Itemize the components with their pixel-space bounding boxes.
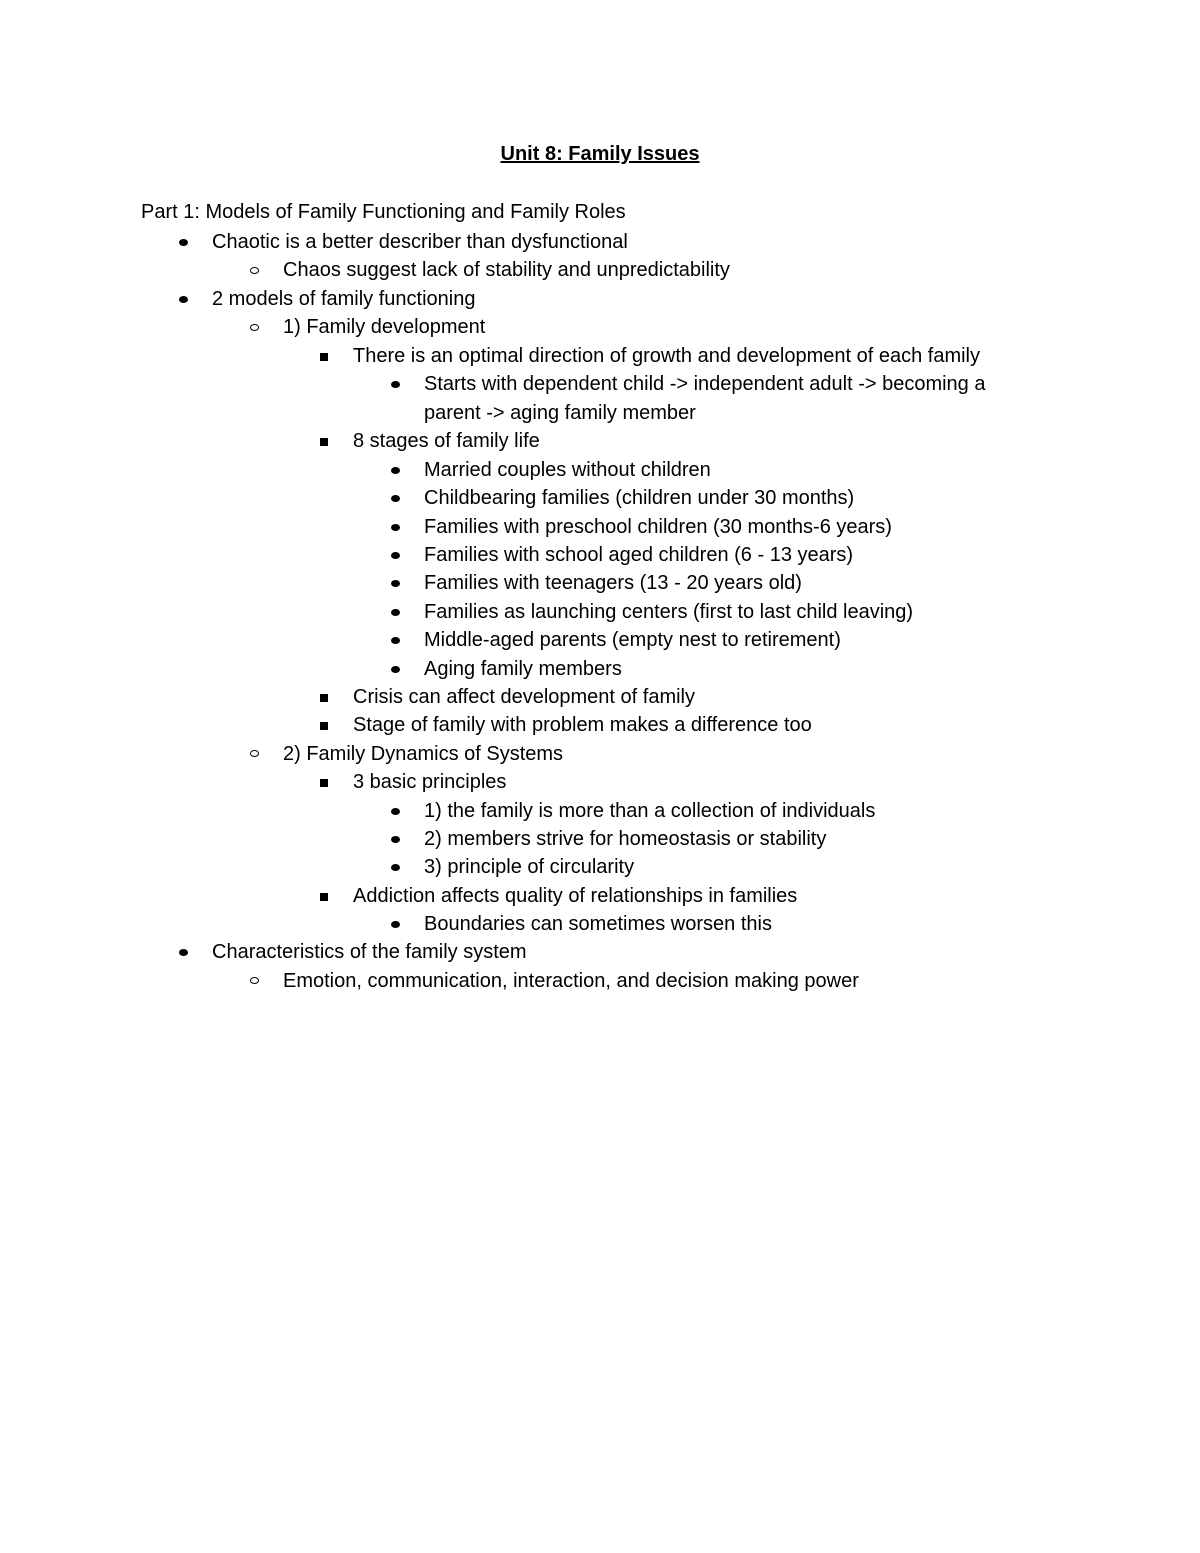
- outline-item-level-4: [0, 910, 1200, 938]
- outline-item-text: Families with teenagers (13 - 20 years old): [424, 572, 802, 595]
- outline-item-level-4: [0, 513, 1200, 541]
- outline-item-text: 3) principle of circularity: [424, 856, 635, 879]
- disc-bullet-icon: [391, 524, 400, 531]
- outline-item-level-4: [0, 797, 1200, 825]
- disc-bullet-icon: [391, 467, 400, 474]
- outline-item-level-1: [0, 228, 1200, 256]
- disc-bullet-icon: [391, 836, 400, 843]
- outline-list: [0, 228, 1200, 995]
- disc-bullet-icon: [391, 552, 400, 559]
- outline-item-level-4: [0, 626, 1200, 654]
- disc-bullet-icon: [179, 296, 188, 303]
- disc-bullet-icon: [179, 949, 188, 956]
- outline-item-level-3: [0, 882, 1200, 910]
- outline-item-text: There is an optimal direction of growth and development of each family: [353, 344, 981, 367]
- outline-item-level-2: [0, 967, 1200, 995]
- outline-item-text: Chaos suggest lack of stability and unpredictability: [283, 259, 730, 282]
- square-bullet-icon: [320, 353, 328, 361]
- outline-item-text: 1) the family is more than a collection of individuals: [424, 799, 876, 822]
- outline-item-text: 8 stages of family life: [353, 430, 540, 453]
- outline-item-level-2: [0, 313, 1200, 341]
- outline-item-text: Boundaries can sometimes worsen this: [424, 913, 772, 936]
- outline-item-level-4: [0, 456, 1200, 484]
- outline-item-text: Aging family members: [424, 657, 622, 680]
- outline-item-text: Crisis can affect development of family: [353, 685, 696, 708]
- outline-item-level-2: [0, 740, 1200, 768]
- disc-bullet-icon: [391, 808, 400, 815]
- outline-item-level-4: [0, 598, 1200, 626]
- outline-item-level-4: [0, 655, 1200, 683]
- outline-item-text: 3 basic principles: [353, 771, 507, 794]
- outline-item-text: Married couples without children: [424, 458, 711, 481]
- outline-item-level-1: [0, 938, 1200, 966]
- disc-bullet-icon: [391, 864, 400, 871]
- outline-item-text: Families as launching centers (first to last child leaving): [424, 600, 914, 623]
- outline-item-text: Characteristics of the family system: [212, 941, 527, 964]
- square-bullet-icon: [320, 893, 328, 901]
- outline-item-text: Starts with dependent child -> independent adult -> becoming a parent -> aging family member: [424, 372, 986, 424]
- outline-item-level-3: [0, 768, 1200, 796]
- outline-item-text: Emotion, communication, interaction, and decision making power: [283, 969, 859, 992]
- outline-item-text: Addiction affects quality of relationships in families: [353, 884, 798, 907]
- disc-bullet-icon: [179, 239, 188, 246]
- outline-item-level-4: [0, 825, 1200, 853]
- part-heading: Part 1: Models of Family Functioning and Family Roles: [141, 201, 626, 223]
- disc-bullet-icon: [391, 921, 400, 928]
- square-bullet-icon: [320, 694, 328, 702]
- square-bullet-icon: [320, 438, 328, 446]
- outline-item-level-4: [0, 569, 1200, 597]
- outline-item-level-3: [0, 711, 1200, 739]
- outline-item-level-4: [0, 541, 1200, 569]
- circle-bullet-icon: [250, 750, 259, 757]
- outline-item-level-3: [0, 683, 1200, 711]
- outline-item-level-4: [0, 370, 1200, 428]
- outline-item-text: Middle-aged parents (empty nest to retirement): [424, 629, 841, 652]
- disc-bullet-icon: [391, 495, 400, 502]
- outline-item-text: Families with school aged children (6 - 13 years): [424, 544, 854, 567]
- circle-bullet-icon: [250, 267, 259, 274]
- outline-item-level-2: [0, 256, 1200, 284]
- outline-item-text: Chaotic is a better describer than dysfunctional: [212, 231, 628, 253]
- disc-bullet-icon: [391, 637, 400, 644]
- outline-item-level-3: [0, 427, 1200, 455]
- circle-bullet-icon: [250, 977, 259, 984]
- outline-item-level-3: [0, 342, 1200, 370]
- outline-item-text: 1) Family development: [283, 316, 486, 339]
- disc-bullet-icon: [391, 580, 400, 587]
- square-bullet-icon: [320, 722, 328, 730]
- disc-bullet-icon: [391, 381, 400, 388]
- outline-item-level-4: [0, 484, 1200, 512]
- square-bullet-icon: [320, 779, 328, 787]
- outline-item-level-4: [0, 853, 1200, 881]
- outline-item-text: Childbearing families (children under 30 months): [424, 487, 855, 510]
- outline-item-text: Families with preschool children (30 months-6 years): [424, 515, 892, 538]
- outline-item-text: Stage of family with problem makes a difference too: [353, 714, 812, 737]
- disc-bullet-icon: [391, 666, 400, 673]
- outline-item-text: 2) Family Dynamics of Systems: [283, 742, 564, 765]
- document-title: Unit 8: Family Issues: [500, 143, 700, 165]
- disc-bullet-icon: [391, 609, 400, 616]
- circle-bullet-icon: [250, 324, 259, 331]
- outline-item-text: 2 models of family functioning: [212, 287, 476, 310]
- outline-item-text: 2) members strive for homeostasis or stability: [424, 827, 827, 850]
- outline-item-level-1: [0, 285, 1200, 313]
